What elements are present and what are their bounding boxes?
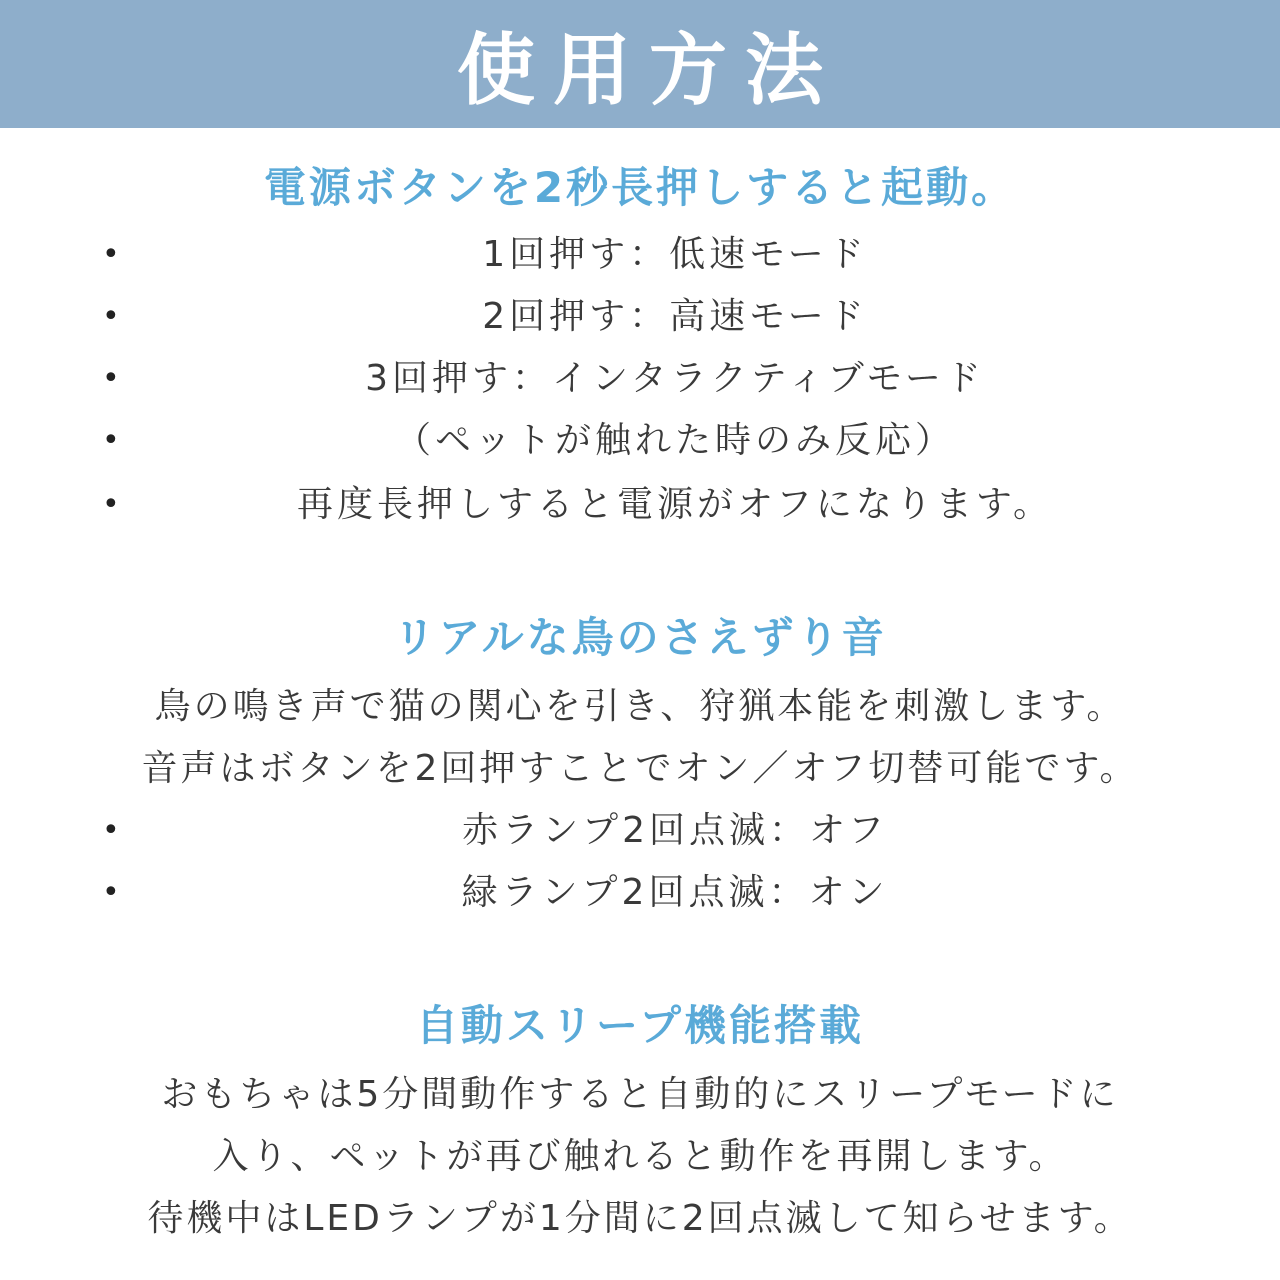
paragraph-line: 音声はボタンを2回押すことでオン／オフ切替可能です。 — [141, 748, 1139, 789]
paragraph-line: 鳥の鳴き声で猫の関心を引き、狩猟本能を刺激します。 — [154, 686, 1126, 727]
bullet-icon: • — [102, 813, 120, 848]
bullet-icon: • — [102, 299, 120, 334]
list-item-text: （ペットが触れた時のみ反応） — [394, 420, 955, 461]
bullet-icon: • — [102, 875, 120, 910]
paragraph-line: 待機中はLEDランプが1分間に2回点滅して知らせます。 — [147, 1198, 1133, 1239]
list-item-text: 2回押す：高速モード — [482, 296, 868, 337]
section-heading-bird-sound: リアルな鳥のさえずり音 — [393, 613, 887, 662]
section-heading-power: 電源ボタンを2秒長押しすると起動。 — [263, 163, 1017, 212]
list-item — [0, 410, 1280, 472]
list-item — [0, 862, 1280, 924]
list-item-text: 赤ランプ2回点滅：オフ — [462, 810, 888, 851]
list-item-text: 3回押す：インタラクティブモード — [365, 358, 985, 399]
list-item-text: 再度長押しすると電源がオフになります。 — [296, 484, 1054, 525]
list-item-text: 緑ランプ2回点滅：オン — [461, 872, 889, 913]
bullet-icon: • — [102, 361, 120, 396]
list-item — [0, 474, 1280, 536]
bullet-icon: • — [102, 237, 120, 272]
list-item-text: 1回押す：低速モード — [482, 234, 868, 275]
paragraph-line: 入り、ペットが再び触れると動作を再開します。 — [212, 1136, 1068, 1177]
page-title: 使用方法 — [456, 26, 841, 116]
list-item — [0, 800, 1280, 862]
title-banner — [0, 0, 1280, 128]
bullet-icon: • — [102, 487, 120, 522]
list-item — [0, 286, 1280, 348]
list-item — [0, 348, 1280, 410]
list-item — [0, 224, 1280, 286]
paragraph-line: おもちゃは5分間動作すると自動的にスリープモードに — [161, 1074, 1119, 1115]
section-heading-auto-sleep: 自動スリープ機能搭載 — [416, 1001, 864, 1050]
bullet-icon: • — [102, 423, 120, 458]
